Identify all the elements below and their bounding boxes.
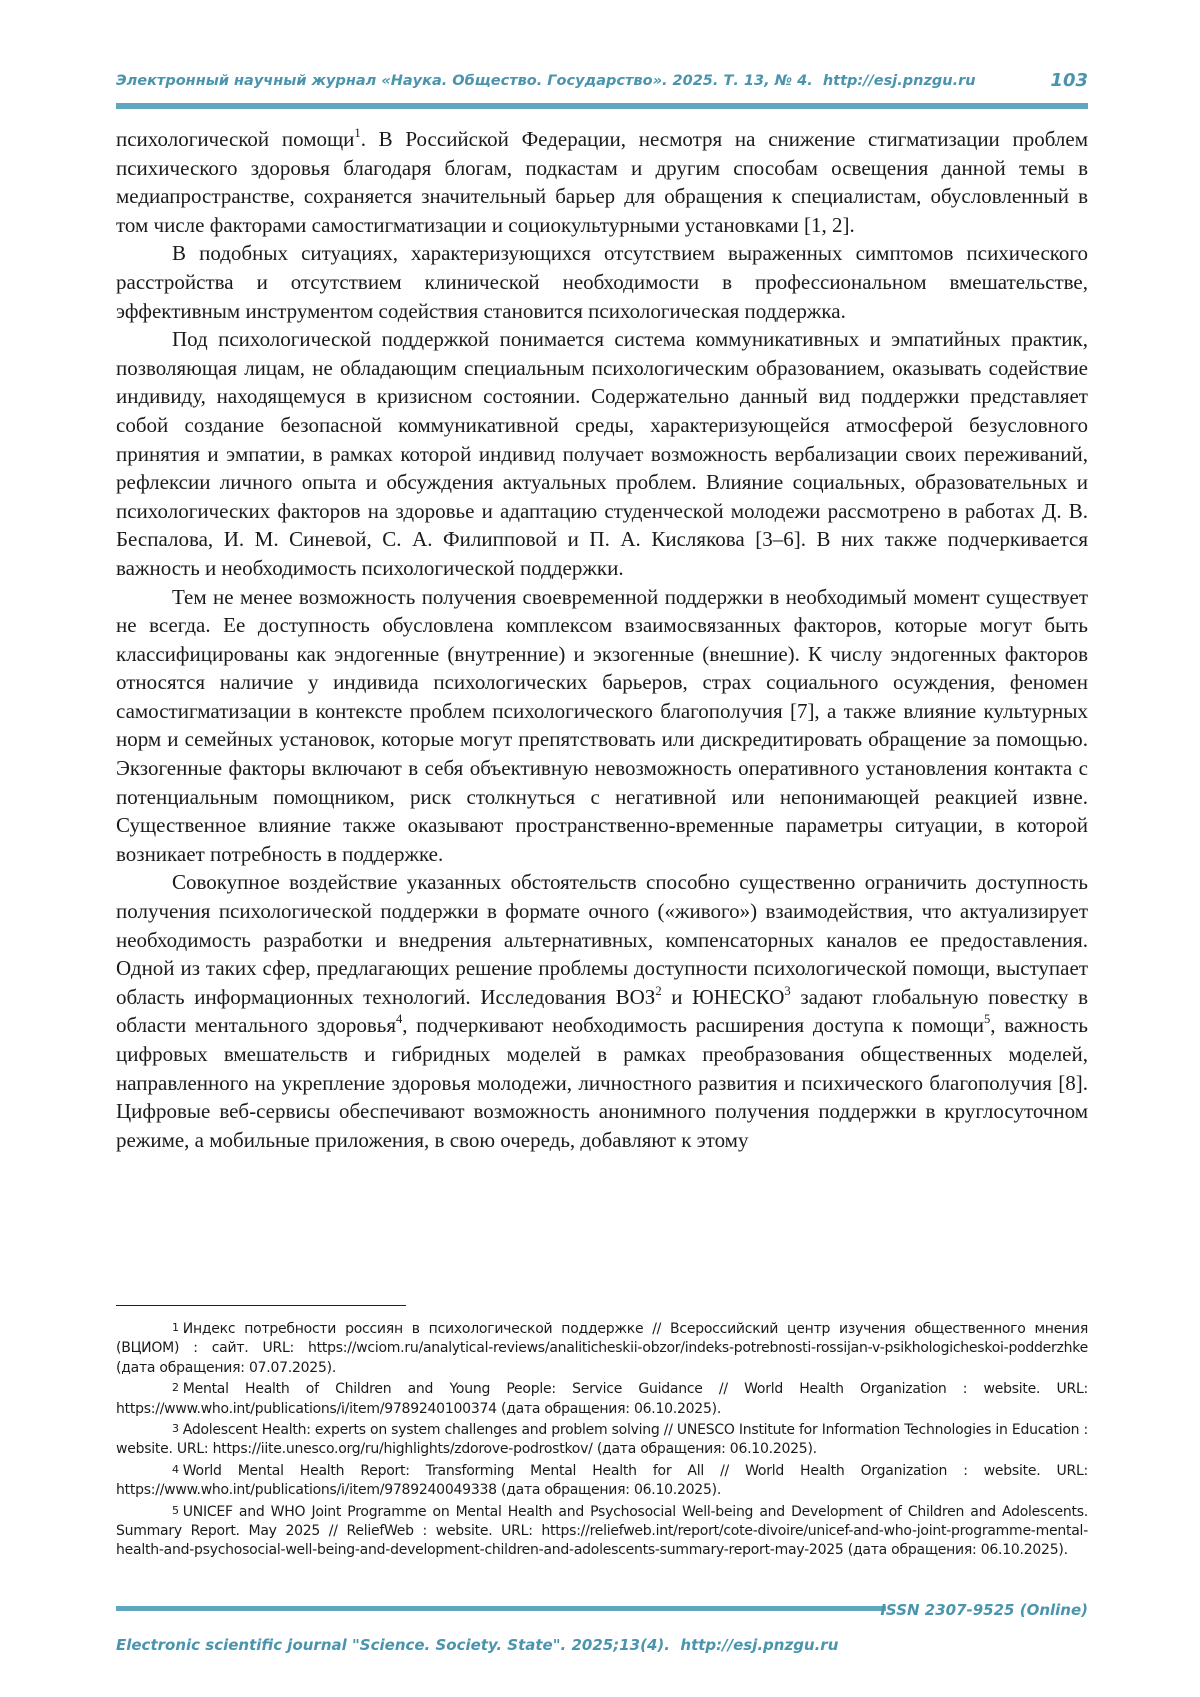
footnote-ref[interactable]: 2 <box>655 984 662 998</box>
footnote-ref[interactable]: 3 <box>784 984 791 998</box>
journal-name: Электронный научный журнал «Наука. Общество. Государство». 2025. Т. 13, № 4. <box>116 73 813 89</box>
paragraph: Тем не менее возможность получения своевременной поддержки в необходимый момент существует не всегда. Ее доступность обусловлена комплексом взаимосвязанных факторов, которые могут быть классифицированы как эндогенные (внутренние) и экзогенные (внешние). К числу эндогенных факторов относятся наличие у индивида психологических барьеров, страх социального осуждения, феномен самостигматизации в контексте проблем психологического благополучия [7], а также влияние культурных норм и семейных установок, которые могут препятствовать или дискредитировать обращение за помощью. Экзогенные факторы включают в себя объективную невозможность оперативного установления контакта с потенциальным помощником, риск столкнуться с негативной или непонимающей реакцией извне. Существенное влияние также оказывают пространственно-временные параметры ситуации, в которой возникает потребность в поддержке. <box>116 584 1088 866</box>
footnote-ref[interactable]: 4 <box>396 1012 403 1027</box>
footnote-number: 4 <box>172 1462 179 1476</box>
footnote <box>116 1501 1088 1561</box>
paragraph: Совокупное воздействие указанных обстоятельств способно существенно ограничить доступность получения психологической поддержки в формате очного («живого») взаимодействия, что актуализирует необходимость разработки и внедрения альтернативных, компенсаторных каналов ее предоставления. Одной из таких сфер, предлагающих решение проблемы доступности психологической помощи, выступает область информационных технологий. Исследования ВОЗ$^2$ и ЮНЕСКО$^3$ задают глобальную повестку в области ментального здоровья$^4$, подчеркивают необходимость расширения доступа к помощи$^5$, важность цифровых вмешательств и гибридных моделей в рамках преобразования общественных моделей, направленного на укрепление здоровья молодежи, личностного развития и психического благополучия [8]. Цифровые веб-сервисы обеспечивают возможность анонимного получения поддержки в круглосуточном режиме, а мобильные приложения, в свою очередь, добавляют к этому <box>116 870 1088 1152</box>
footnote <box>116 1318 1088 1378</box>
running-header <box>116 70 1088 94</box>
footer-divider <box>116 1606 886 1611</box>
footnote-separator <box>116 1305 406 1306</box>
footnote-number: 2 <box>172 1381 179 1395</box>
footnote-text: World Mental Health Report: Transforming Mental Health for All // World Health Organization : website. URL: https://www.who.int/publications/i/item/9789240049338 (дата обращения: 06.10.2025). <box>116 1462 1088 1499</box>
footnote-number: 1 <box>172 1321 179 1334</box>
journal-header-title <box>116 73 976 89</box>
paragraph: психологической помощи$^1$. В Российской Федерации, несмотря на снижение стигматизации проблем психического здоровья благодаря блогам, подкастам и другим способам освещения данной темы в медиапространстве, сохраняется значительный барьер для обращения к специалистам, обусловленный в том числе факторами самостигматизации и социокультурными установками [1, 2]. <box>116 126 1088 237</box>
footnotes <box>116 1318 1088 1561</box>
paragraph: В подобных ситуациях, характеризующихся отсутствием выраженных симптомов психического расстройства и отсутствием клинической необходимости в профессиональном вмешательстве, эффективным инструментом содействия становится психологическая поддержка. <box>116 241 1088 323</box>
footnote <box>116 1460 1088 1501</box>
footer-journal-title <box>116 1636 838 1654</box>
footnote <box>116 1419 1088 1460</box>
issn-label: ISSN 2307-9525 (Online) <box>880 1601 1088 1619</box>
footnote-text: UNICEF and WHO Joint Programme on Mental Health and Psychosocial Well-being and Development of Children and Adolescents. Summary Report. May 2025 // ReliefWeb : website. URL: https://reliefweb.int/report/cote-divoire/unicef-and-who-joint-programme-mental-health-and-psychosocial-well-being-and-development-children-and-adolescents-summary-report-may-2025 (дата обращения: 06.10.2025). <box>116 1503 1088 1559</box>
footnote-ref[interactable]: 1 <box>354 126 361 141</box>
journal-name-en: Electronic scientific journal "Science. Society. State". 2025;13(4). <box>116 1636 670 1654</box>
footer-url[interactable]: http://esj.pnzgu.ru <box>680 1636 839 1654</box>
article-body <box>116 125 1088 1154</box>
paragraph: Под психологической поддержкой понимается система коммуникативных и эмпатийных практик, позволяющая лицам, не обладающим специальным психологическим образованием, оказывать содействие индивиду, находящемуся в кризисном состоянии. Содержательно данный вид поддержки представляет собой создание безопасной коммуникативной среды, характеризующейся атмосферой безусловного принятия и эмпатии, в рамках которой индивид получает возможность вербализации своих переживаний, рефлексии личного опыта и обсуждения актуальных проблем. Влияние социальных, образовательных и психологических факторов на здоровье и адаптацию студенческой молодежи рассмотрено в работах Д. В. Беспалова, И. М. Синевой, С. А. Филипповой и П. А. Кислякова [3–6]. В них также подчеркивается важность и необходимость психологической поддержки. <box>116 327 1088 580</box>
footnote-text: Индекс потребности россиян в психологической поддержке // Всероссийский центр изучения общественного мнения (ВЦИОМ) : сайт. URL: https://wciom.ru/analytical-reviews/analiticheskii-obzor/indeks-potrebnosti-rossijan-v-psikhologicheskoi-podderzhke (дата обращения: 07.07.2025). <box>116 1321 1088 1376</box>
footnote-number: 5 <box>172 1503 179 1517</box>
footnote-text: Mental Health of Children and Young People: Service Guidance // World Health Organization : website. URL: https://www.who.int/publications/i/item/9789240100374 (дата обращения: 06.10.2025). <box>116 1381 1088 1417</box>
page-number: 103 <box>1050 70 1088 91</box>
footnote-ref[interactable]: 5 <box>983 1012 991 1027</box>
footnote-number: 3 <box>172 1422 179 1436</box>
footnote <box>116 1378 1088 1419</box>
header-divider <box>116 103 1088 109</box>
footnote-text: Adolescent Health: experts on system challenges and problem solving // UNESCO Institute for Information Technologies in Education : website. URL: https://iite.unesco.org/ru/highlights/zdorove-podrostkov/ (дата обращения: 06.10.2025). <box>116 1422 1088 1458</box>
journal-url[interactable]: http://esj.pnzgu.ru <box>822 73 976 89</box>
